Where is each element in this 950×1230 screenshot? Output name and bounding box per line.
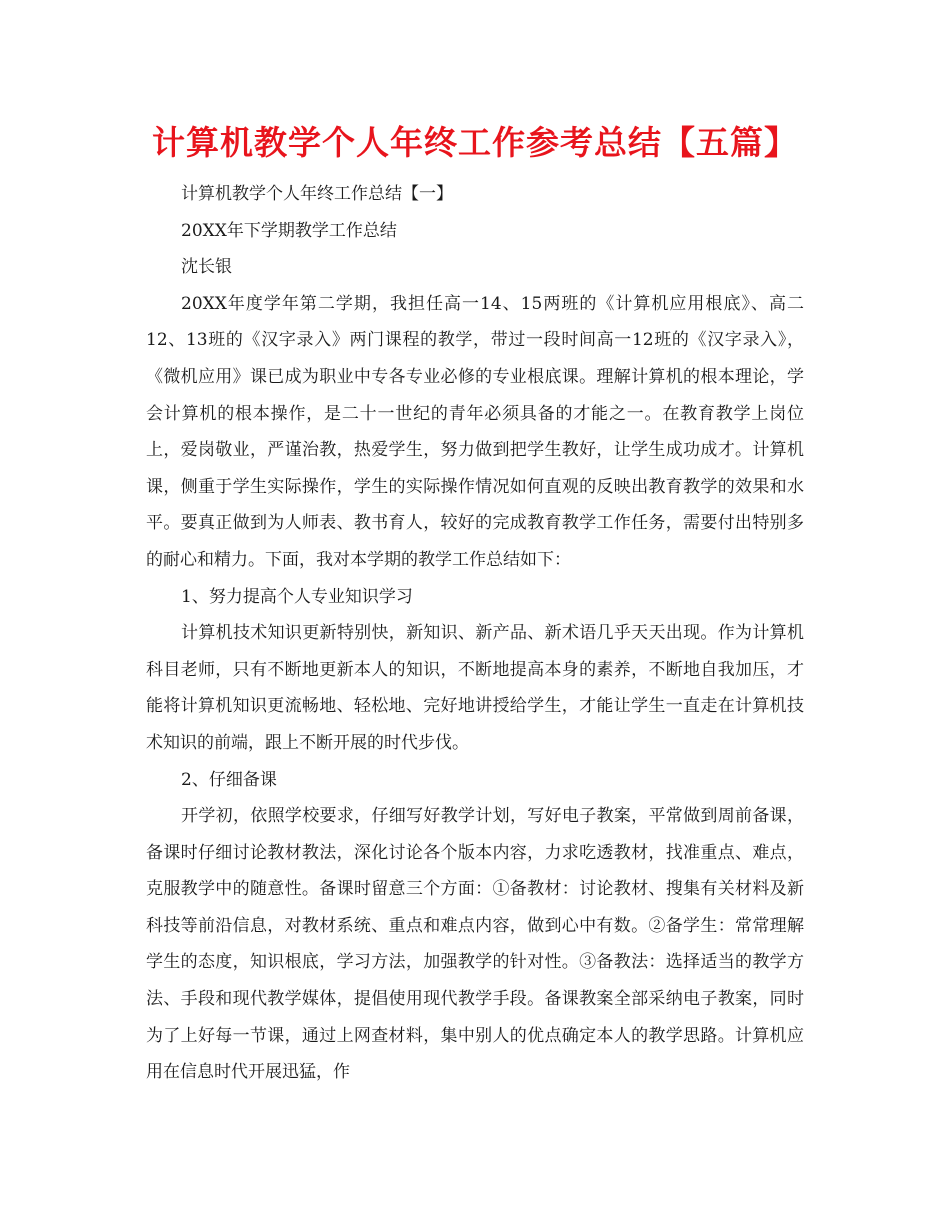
section-body-2: 开学初，依照学校要求，仔细写好教学计划，写好电子教案，平常做到周前备课，备课时仔细讨论教材教法，深化讨论各个版本内容，力求吃透教材，找准重点、难点，克服教学中的随意性。备课时留意三个方面：①备教材：讨论教材、搜集有关材料及新科技等前沿信息，对教材系统、重点和难点内容，做到心中有数。②备学生：常常理解学生的态度，知识根底，学习方法，加强教学的针对性。③备教法：选择适当的教学方法、手段和现代教学媒体，提倡使用现代教学手段。备课教案全部采纳电子教案，同时为了上好每一节课，通过上网查材料，集中别人的优点确定本人的教学思路。计算机应用在信息时代开展迅猛，作 xyxy=(146,806,804,1083)
section-body-1: 计算机技术知识更新特别快，新知识、新产品、新术语几乎天天出现。作为计算机科目老师，只有不断地更新本人的知识，不断地提高本身的素养，不断地自我加压，才能将计算机知识更流畅地、轻松地、完好地讲授给学生，才能让学生一直走在计算机技术知识的前端，跟上不断开展的时代步伐。 xyxy=(146,623,804,753)
section-heading-1: 1、努力提高个人专业知识学习 xyxy=(181,586,413,607)
term-heading: 20XX年下学期教学工作总结 xyxy=(181,220,397,241)
document-title: 计算机教学个人年终工作参考总结【五篇】 xyxy=(152,123,798,162)
section-heading-2: 2、仔细备课 xyxy=(181,769,277,790)
document-page xyxy=(146,118,804,1091)
document-subtitle: 计算机教学个人年终工作总结【一】 xyxy=(181,184,453,204)
intro-paragraph: 20XX年度学年第二学期，我担任高一14、15两班的《计算机应用根底》、高二12、13班的《汉字录入》两门课程的教学，带过一段时间高一12班的《汉字录入》，《微机应用》课已成为职业中专各专业必修的专业根底课。理解计算机的根本理论，学会计算机的根本操作，是二十一世纪的青年必须具备的才能之一。在教育教学上岗位上，爱岗敬业，严谨治教，热爱学生，努力做到把学生教好，让学生成功成才。计算机课，侧重于学生实际操作，学生的实际操作情况如何直观的反映出教育教学的效果和水平。要真正做到为人师表、教书育人，较好的完成教育教学工作任务，需要付出特别多的耐心和精力。下面，我对本学期的教学工作总结如下： xyxy=(146,293,804,570)
author-name: 沈长银 xyxy=(181,257,232,278)
